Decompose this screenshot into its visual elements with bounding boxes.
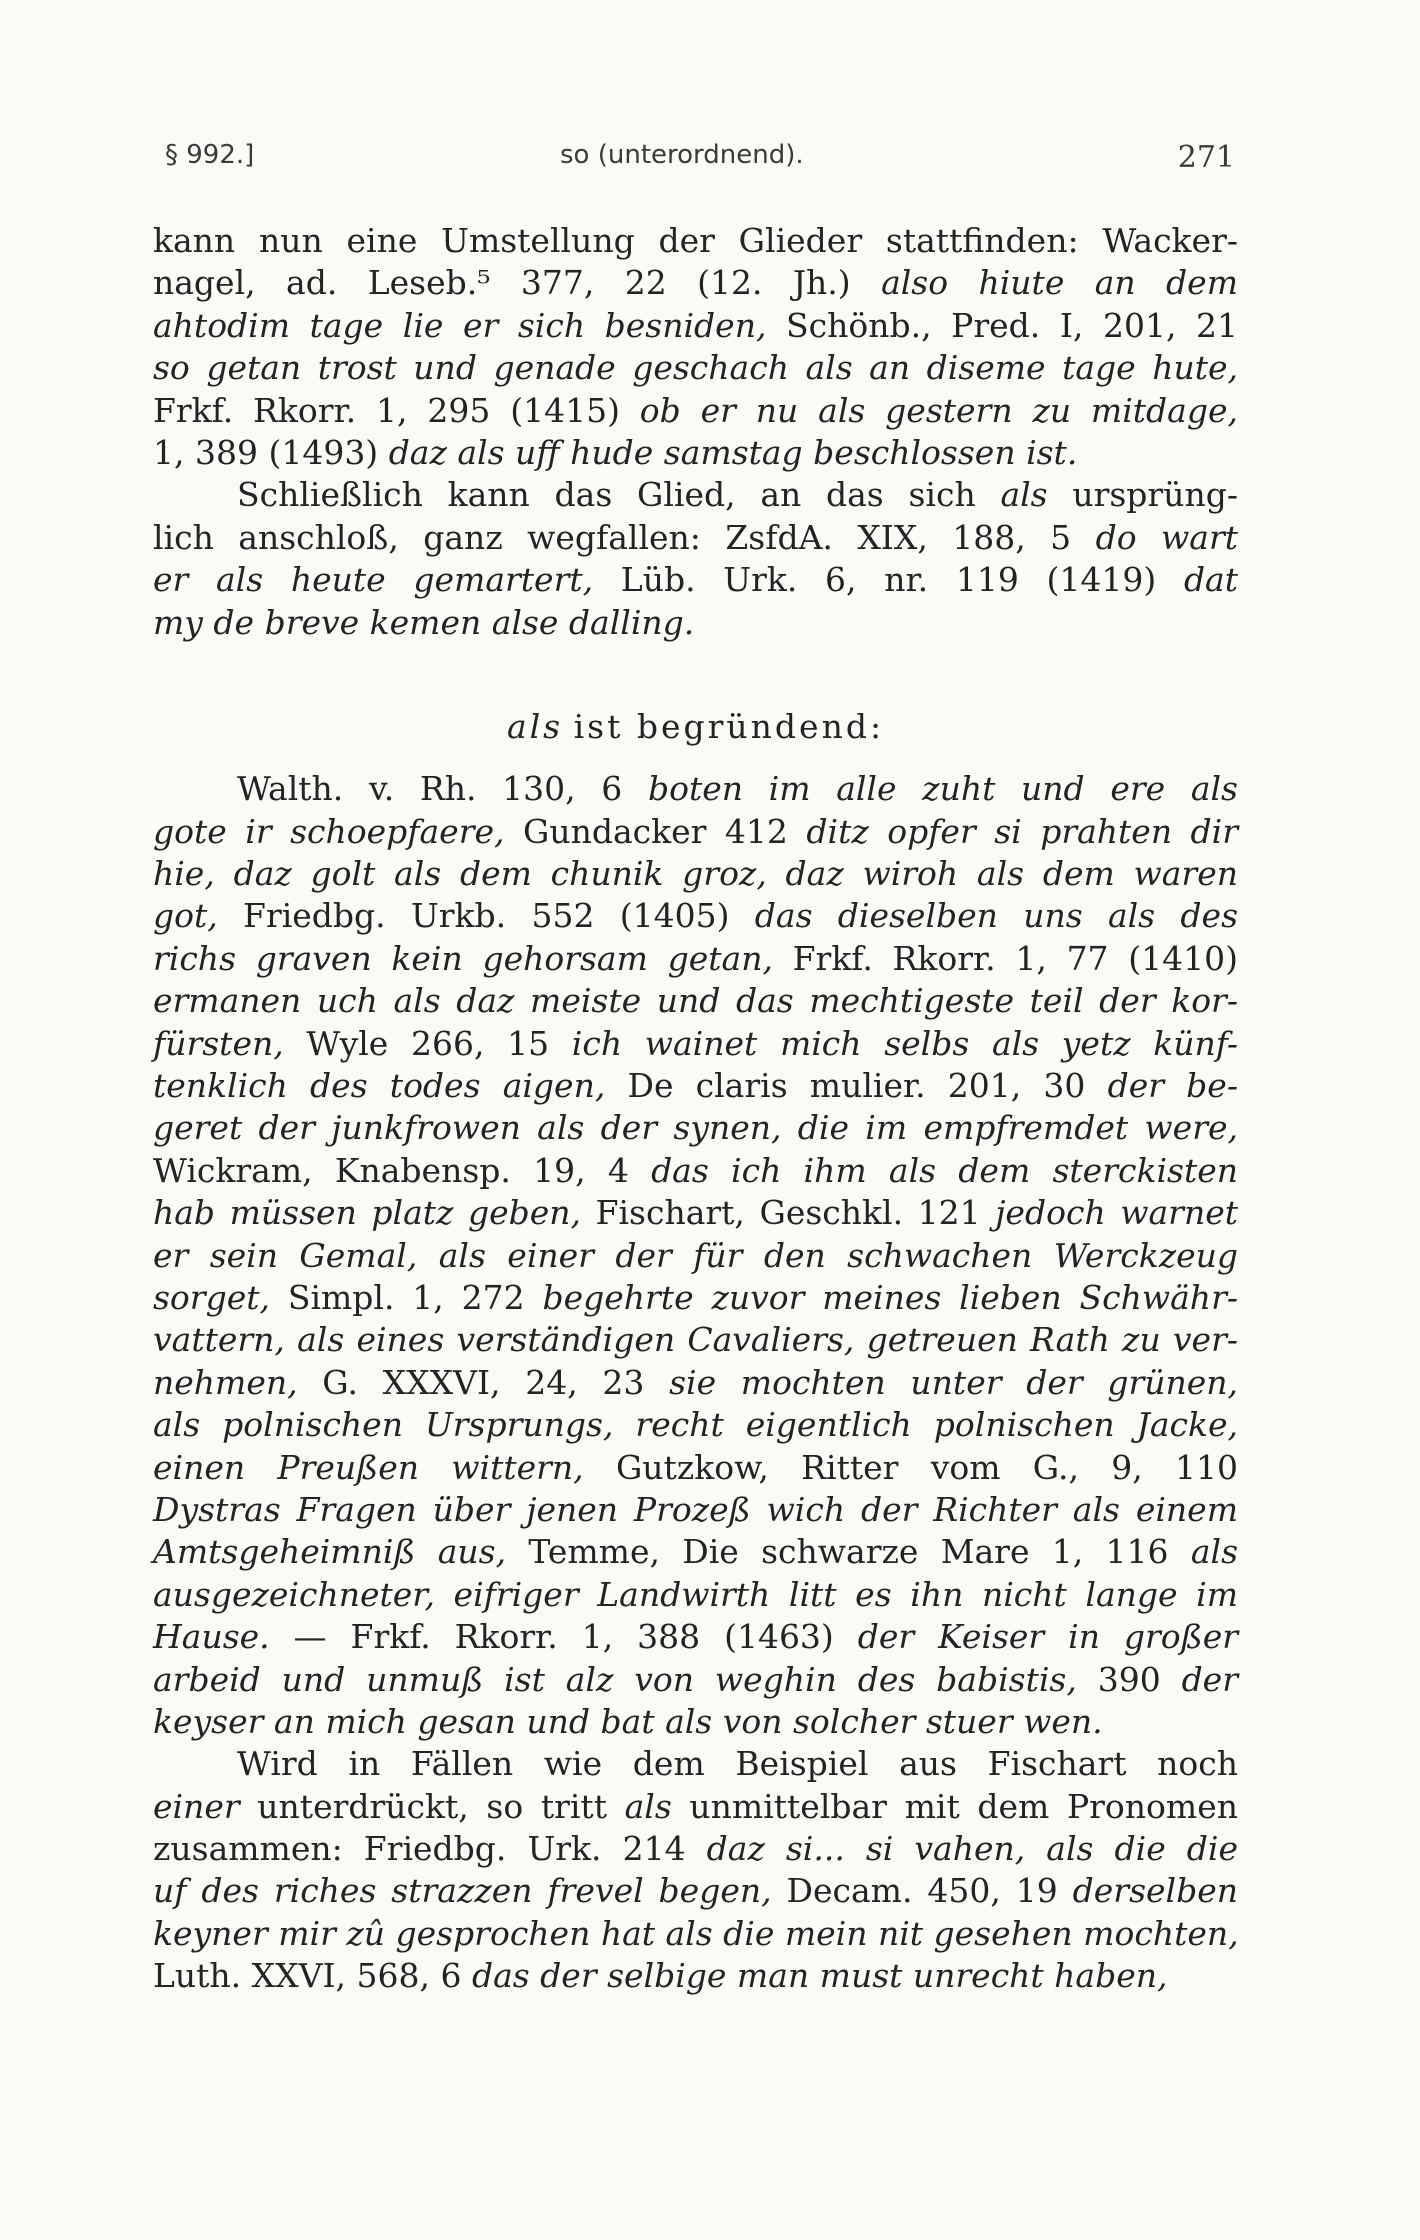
text-line bbox=[153, 220, 1238, 262]
citation-text: Wird in Fällen wie dem Beispiel aus Fischart noch bbox=[237, 1744, 1238, 1784]
text-line bbox=[153, 559, 1238, 601]
citation-text: Frkf. Rkorr. 1, 295 (1415) bbox=[153, 390, 640, 430]
italic-quote: als bbox=[1190, 1532, 1239, 1572]
italic-quote: ob er nu als gestern zu mitdage, bbox=[639, 390, 1238, 430]
text-line bbox=[153, 768, 1238, 810]
italic-quote: got, bbox=[153, 896, 218, 936]
italic-quote: als bbox=[624, 1786, 672, 1826]
italic-quote: Amtsgeheimniß aus, bbox=[153, 1532, 507, 1572]
text-line bbox=[153, 262, 1238, 304]
text-line bbox=[153, 1277, 1238, 1319]
citation-text: lich anschloß, ganz wegfallen: ZsfdA. XIX, 188, 5 bbox=[153, 517, 1096, 557]
text-line bbox=[153, 602, 1238, 644]
text-line bbox=[153, 474, 1238, 516]
italic-quote: hab müssen platz geben, bbox=[153, 1193, 582, 1233]
italic-quote: gote ir schoepfaere, bbox=[153, 811, 505, 851]
text-line bbox=[153, 895, 1238, 937]
text-line bbox=[153, 1065, 1238, 1107]
running-header bbox=[165, 140, 1235, 190]
italic-quote: ditz opfer si prahten dir bbox=[806, 811, 1239, 851]
text-line bbox=[153, 980, 1238, 1022]
italic-quote: keyner mir zû gesprochen hat als die mein nit gesehen mochten, bbox=[153, 1913, 1239, 1953]
text-line bbox=[153, 1362, 1238, 1404]
italic-quote: er sein Gemal, als einer der für den schwachen Werckzeug bbox=[153, 1235, 1238, 1275]
italic-quote: jedoch warnet bbox=[995, 1193, 1238, 1233]
italic-quote: der Keiser in großer bbox=[857, 1617, 1238, 1657]
italic-quote: sie mochten unter der grünen, bbox=[669, 1362, 1238, 1402]
italic-quote: als polnischen Ursprungs, recht eigentlich polnischen Jacke, bbox=[153, 1405, 1238, 1445]
citation-text: unterdrückt, so tritt bbox=[239, 1786, 625, 1826]
section-reference: § 992.] bbox=[165, 140, 255, 170]
italic-quote: so getan trost und genade geschach als an diseme tage hute, bbox=[153, 348, 1238, 388]
section-gap bbox=[153, 748, 1238, 768]
text-line bbox=[153, 1150, 1238, 1192]
italic-quote: vattern, als eines verständigen Cavaliers, getreuen Rath zu ver- bbox=[153, 1320, 1238, 1360]
text-line bbox=[153, 853, 1238, 895]
page-body bbox=[153, 220, 1238, 1998]
italic-quote: der be- bbox=[1107, 1066, 1238, 1106]
citation-text: Wyle 266, 15 bbox=[283, 1023, 572, 1063]
text-line bbox=[153, 1489, 1238, 1531]
section-gap bbox=[153, 644, 1238, 706]
citation-text: G. XXXVI, 24, 23 bbox=[297, 1362, 670, 1402]
italic-quote: Hause. bbox=[153, 1617, 270, 1657]
italic-quote: daz si... si vahen, als die die bbox=[706, 1829, 1238, 1869]
italic-quote: my de breve kemen alse dalling. bbox=[153, 602, 695, 642]
citation-text: unmittelbar mit dem Pronomen bbox=[671, 1786, 1238, 1826]
text-line bbox=[153, 1023, 1238, 1065]
italic-quote: arbeid und unmuß ist alz von weghin des babistis, bbox=[153, 1659, 1077, 1699]
citation-text: ursprüng- bbox=[1047, 475, 1238, 515]
italic-quote: ich wainet mich selbs als yetz künf- bbox=[571, 1023, 1238, 1063]
text-line bbox=[153, 938, 1238, 980]
text-line bbox=[153, 1616, 1238, 1658]
citation-text: — Frkf. Rkorr. 1, 388 (1463) bbox=[269, 1617, 858, 1657]
italic-quote: also hiute an dem bbox=[881, 263, 1239, 303]
text-line bbox=[153, 1107, 1238, 1149]
italic-quote: keyser an mich gesan und bat als von solcher stuer wen. bbox=[153, 1701, 1103, 1741]
text-line bbox=[153, 1701, 1238, 1743]
italic-quote: dat bbox=[1183, 560, 1238, 600]
subheading bbox=[153, 706, 1238, 748]
text-line bbox=[153, 1659, 1238, 1701]
citation-text: Gundacker 412 bbox=[504, 811, 807, 851]
italic-quote: nehmen, bbox=[153, 1362, 298, 1402]
citation-text: Wickram, Knabensp. 19, 4 bbox=[153, 1150, 652, 1190]
italic-quote: ahtodim tage lie er sich besniden, bbox=[153, 305, 767, 345]
italic-quote: ausgezeichneter, eifriger Landwirth litt es ihn nicht lange im bbox=[153, 1574, 1238, 1614]
paragraph-1 bbox=[153, 220, 1238, 474]
text-line bbox=[153, 1531, 1238, 1573]
citation-text: Schließlich kann das Glied, an das sich bbox=[237, 475, 1001, 515]
text-line bbox=[153, 1447, 1238, 1489]
italic-quote: daz als uff hude samstag beschlossen ist. bbox=[388, 432, 1078, 472]
citation-text: Gutzkow, Ritter vom G., 9, 110 bbox=[583, 1447, 1238, 1487]
subheading-keyword: als bbox=[506, 706, 564, 746]
citation-text: Fischart, Geschkl. 121 bbox=[581, 1193, 996, 1233]
italic-quote: sorget, bbox=[153, 1277, 270, 1317]
italic-quote: boten im alle zuht und ere als bbox=[647, 769, 1238, 809]
paragraph-4 bbox=[153, 1743, 1238, 1997]
italic-quote: tenklich des todes aigen, bbox=[153, 1066, 606, 1106]
text-line bbox=[153, 1743, 1238, 1785]
paragraph-2 bbox=[153, 474, 1238, 644]
italic-quote: das ich ihm als dem sterckisten bbox=[651, 1150, 1238, 1190]
italic-quote: der bbox=[1181, 1659, 1238, 1699]
citation-text: kann nun eine Umstellung der Glieder stattfinden: Wacker- bbox=[153, 221, 1238, 260]
citation-text: Frkf. Rkorr. 1, 77 (1410) bbox=[772, 938, 1238, 978]
citation-text: nagel, ad. Leseb.⁵ 377, 22 (12. Jh.) bbox=[153, 263, 882, 303]
italic-quote: als bbox=[1000, 475, 1048, 515]
text-line bbox=[153, 1955, 1238, 1997]
italic-quote: einen Preußen wittern, bbox=[153, 1447, 584, 1487]
text-line bbox=[153, 1828, 1238, 1870]
text-line bbox=[153, 1192, 1238, 1234]
text-line bbox=[153, 1574, 1238, 1616]
citation-text: Temme, Die schwarze Mare 1, 116 bbox=[506, 1532, 1191, 1572]
italic-quote: geret der junkfrowen als der synen, die im empfremdet were, bbox=[153, 1108, 1238, 1148]
citation-text: De claris mulier. 201, 30 bbox=[605, 1066, 1108, 1106]
citation-text: Decam. 450, 19 bbox=[771, 1871, 1073, 1911]
text-line bbox=[153, 1870, 1238, 1912]
citation-text: Simpl. 1, 272 bbox=[269, 1277, 543, 1317]
italic-quote: er als heute gemartert, bbox=[153, 560, 594, 600]
citation-text: zusammen: Friedbg. Urk. 214 bbox=[153, 1829, 707, 1869]
italic-quote: uf des riches strazzen frevel begen, bbox=[153, 1871, 772, 1911]
text-line bbox=[153, 1786, 1238, 1828]
running-title: so (unterordnend). bbox=[560, 140, 804, 170]
italic-quote: ermanen uch als daz meiste und das mechtigeste teil der kor- bbox=[153, 981, 1238, 1021]
citation-text: 390 bbox=[1076, 1659, 1182, 1699]
italic-quote: fürsten, bbox=[153, 1023, 284, 1063]
italic-quote: derselben bbox=[1072, 1871, 1239, 1911]
text-line bbox=[153, 347, 1238, 389]
page-number: 271 bbox=[1177, 140, 1235, 175]
text-line bbox=[153, 432, 1238, 474]
italic-quote: einer bbox=[153, 1786, 240, 1826]
text-line bbox=[153, 390, 1238, 432]
text-line bbox=[153, 305, 1238, 347]
citation-text: Lüb. Urk. 6, nr. 119 (1419) bbox=[593, 560, 1184, 600]
italic-quote: hie, daz golt als dem chunik groz, daz wiroh als dem waren bbox=[153, 854, 1238, 894]
paragraph-3 bbox=[153, 768, 1238, 1743]
text-line bbox=[153, 517, 1238, 559]
italic-quote: Dystras Fragen über jenen Prozeß wich der Richter als einem bbox=[153, 1489, 1238, 1529]
subheading-text: ist begründend: bbox=[573, 706, 885, 746]
text-line bbox=[153, 811, 1238, 853]
text-line bbox=[153, 1319, 1238, 1361]
italic-quote: do wart bbox=[1095, 517, 1238, 557]
italic-quote: richs graven kein gehorsam getan, bbox=[153, 938, 773, 978]
italic-quote: das der selbige man must unrecht haben, bbox=[471, 1956, 1168, 1996]
text-line bbox=[153, 1913, 1238, 1955]
italic-quote: das dieselben uns als des bbox=[754, 896, 1239, 936]
italic-quote: begehrte zuvor meines lieben Schwähr- bbox=[542, 1277, 1238, 1317]
citation-text: Luth. XXVI, 568, 6 bbox=[153, 1956, 472, 1996]
citation-text: 1, 389 (1493) bbox=[153, 432, 389, 472]
citation-text: Friedbg. Urkb. 552 (1405) bbox=[217, 896, 755, 936]
citation-text: Walth. v. Rh. 130, 6 bbox=[237, 769, 648, 809]
citation-text: Schönb., Pred. I, 201, 21 bbox=[766, 305, 1238, 345]
text-line bbox=[153, 1235, 1238, 1277]
text-line bbox=[153, 1404, 1238, 1446]
